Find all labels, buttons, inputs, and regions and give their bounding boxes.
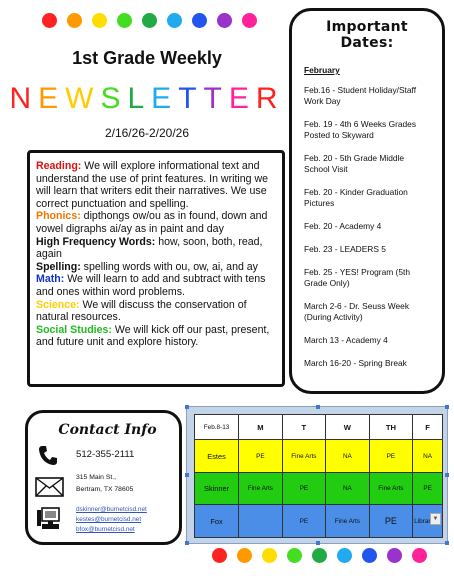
decorative-dot: [117, 13, 132, 28]
schedule-cell-with-dropdown[interactable]: [413, 505, 443, 538]
phonics-section: [36, 210, 276, 235]
social-studies-section: [36, 324, 276, 349]
decorative-dot: [312, 548, 327, 563]
math-label: Math:: [36, 273, 65, 286]
science-section: [36, 299, 276, 324]
important-dates-title: Important Dates:: [326, 19, 408, 51]
newsletter-letter: W: [65, 82, 101, 115]
schedule-cell: Fine Arts: [369, 472, 413, 505]
newsletter-letter: L: [127, 82, 152, 115]
decorative-dot: [362, 548, 377, 563]
schedule-row-fox: [195, 505, 443, 538]
schedule-header-row: [195, 415, 443, 440]
reading-section: [36, 160, 276, 210]
decorative-dot: [67, 13, 82, 28]
address-line1: 315 Main St.,: [76, 474, 117, 481]
chevron-down-icon[interactable]: ▼: [430, 513, 441, 525]
newsletter-letter: E: [38, 82, 66, 115]
decorative-dot: [237, 548, 252, 563]
newsletter-letter: T: [178, 82, 204, 115]
weekly-content-box: [27, 150, 285, 387]
math-section: [36, 273, 276, 298]
important-date-item: Feb. 23 - LEADERS 5: [304, 244, 386, 254]
hfw-section: [36, 236, 276, 261]
resize-handle[interactable]: [316, 405, 320, 409]
decorative-dot: [217, 13, 232, 28]
newsletter-date-range: 2/16/26-2/20/26: [104, 126, 190, 140]
important-date-item: Feb. 20 - Academy 4: [304, 221, 382, 231]
resize-handle[interactable]: [316, 541, 320, 545]
schedule-day-header: M: [239, 415, 283, 440]
important-dates-box: [289, 8, 445, 394]
decorative-dot: [42, 13, 57, 28]
resize-handle[interactable]: [185, 473, 189, 477]
decorative-dots-bottom: [212, 548, 427, 563]
newsletter-letter: N: [9, 82, 39, 115]
phone-icon: [37, 444, 59, 466]
schedule-cell: Fine Arts: [239, 472, 283, 505]
schedule-row-skinner: [195, 472, 443, 505]
newsletter-letter: T: [203, 82, 229, 115]
spelling-section: [36, 261, 276, 274]
address-line2: Bertram, TX 78605: [76, 486, 134, 493]
science-text: We will discuss the conservation of natural resources.: [36, 298, 247, 324]
decorative-dot: [192, 13, 207, 28]
resize-handle[interactable]: [445, 473, 449, 477]
important-date-item: Feb. 20 - 5th Grade Middle School Visit: [304, 153, 405, 174]
email-list: [76, 505, 147, 535]
contact-info-title: Contact Info: [58, 422, 157, 438]
math-text: We will learn to add and subtract with tens and ones within word problems.: [36, 273, 266, 298]
important-dates-month: February: [304, 65, 340, 75]
schedule-cell: PE: [282, 472, 326, 505]
important-date-item: March 16-20 - Spring Break: [304, 358, 407, 368]
spelling-text: spelling words with ou, ow, ai, and ay: [80, 260, 258, 273]
spelling-label: Spelling:: [36, 260, 81, 273]
schedule-teacher: Skinner: [195, 472, 239, 505]
phonics-label: Phonics:: [36, 210, 81, 223]
decorative-dot: [262, 548, 277, 563]
important-dates-list: [304, 85, 430, 369]
decorative-dot: [142, 13, 157, 28]
schedule-cell: NA: [326, 472, 370, 505]
computer-icon: [36, 506, 62, 532]
schedule-cell: PE: [369, 505, 413, 538]
schedule-week-label: Feb.8-13: [195, 415, 239, 440]
schedule-table: [194, 414, 443, 538]
schedule-cell: [239, 505, 283, 538]
resize-handle[interactable]: [185, 405, 189, 409]
social-studies-text: We will kick off our past, present, and future unit and explore history.: [36, 323, 270, 349]
schedule-cell: PE: [282, 505, 326, 538]
schedule-cell: NA: [413, 440, 443, 473]
decorative-dot: [92, 13, 107, 28]
schedule-cell: Fine Arts: [282, 440, 326, 473]
schedule-cell-text: Librar: [414, 517, 431, 525]
email-link[interactable]: kestes@burnetcisd.net: [76, 516, 142, 523]
decorative-dot: [387, 548, 402, 563]
newsletter-letter: S: [100, 82, 128, 115]
schedule-teacher: Estes: [195, 440, 239, 473]
contact-info-box: [25, 410, 182, 545]
decorative-dot: [167, 13, 182, 28]
important-date-item: March 2-6 - Dr. Seuss Week (During Activity): [304, 301, 410, 322]
schedule-teacher: Fox: [195, 505, 239, 538]
phone-number: 512-355-2111: [76, 449, 135, 460]
school-address: [76, 472, 133, 496]
schedule-day-header: W: [326, 415, 370, 440]
newsletter-letter: E: [151, 82, 179, 115]
schedule-cell: PE: [413, 472, 443, 505]
schedule-day-header: T: [282, 415, 326, 440]
resize-handle[interactable]: [445, 541, 449, 545]
decorative-dot: [412, 548, 427, 563]
science-label: Science:: [36, 298, 80, 311]
schedule-day-header: F: [413, 415, 443, 440]
newsletter-title-line1: 1st Grade Weekly: [72, 48, 222, 68]
resize-handle[interactable]: [185, 541, 189, 545]
schedule-cell: PE: [369, 440, 413, 473]
decorative-dot: [212, 548, 227, 563]
schedule-row-estes: [195, 440, 443, 473]
social-studies-label: Social Studies:: [36, 323, 112, 336]
reading-text: We will explore informational text and understand the use of print features. In writing we will learn that writers edit their narratives. We use correct punctuation and spelling.: [36, 160, 269, 210]
important-date-item: Feb. 20 - Kinder Graduation Pictures: [304, 187, 408, 208]
hfw-label: High Frequency Words:: [36, 235, 156, 248]
schedule-cell: PE: [239, 440, 283, 473]
schedule-day-header: TH: [369, 415, 413, 440]
important-date-item: Feb.16 - Student Holiday/Staff Work Day: [304, 85, 417, 106]
decorative-dot: [242, 13, 257, 28]
newsletter-letter: R: [255, 82, 285, 115]
newsletter-letter: E: [228, 82, 256, 115]
schedule-cell: Fine Arts: [326, 505, 370, 538]
reading-label: Reading:: [36, 160, 82, 172]
email-link[interactable]: bfox@burnetcisd.net: [76, 526, 135, 533]
hfw-text: how, soon, both, read, again: [36, 235, 263, 261]
important-date-item: Feb. 25 - YES! Program (5th Grade Only): [304, 267, 410, 288]
phonics-text: dipthongs ow/ou as in found, down and vowel digraphs ai/ay as in paint and day: [36, 210, 268, 235]
decorative-dot: [287, 548, 302, 563]
schedule-cell: NA: [326, 440, 370, 473]
decorative-dots-top: [42, 13, 257, 28]
decorative-dot: [337, 548, 352, 563]
mail-icon: [35, 477, 64, 497]
important-date-item: March 13 - Academy 4: [304, 335, 388, 345]
specials-schedule[interactable]: [186, 406, 448, 544]
email-link[interactable]: dskinner@burnetcisd.net: [76, 506, 147, 513]
newsletter-title: [0, 82, 294, 116]
resize-handle[interactable]: [445, 405, 449, 409]
important-date-item: Feb. 19 - 4th 6 Weeks Grades Posted to Skyward: [304, 119, 417, 140]
